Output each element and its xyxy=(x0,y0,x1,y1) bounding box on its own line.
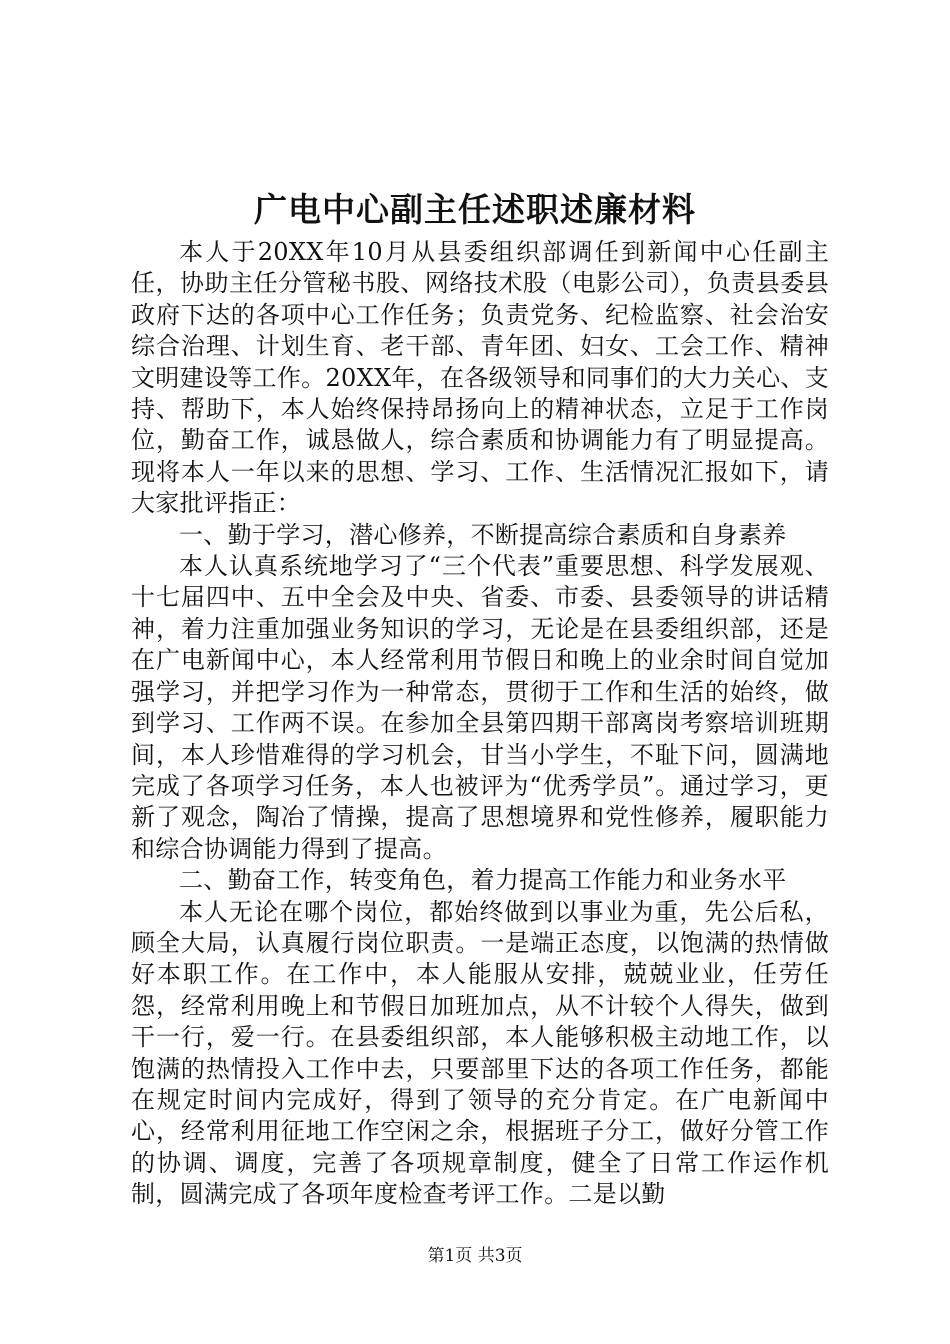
document-title: 广电中心副主任述职述廉材料 xyxy=(254,190,696,229)
document-body xyxy=(131,237,829,1211)
section-heading-1: 一、勤于学习，潜心修养，不断提高综合素质和自身素养 xyxy=(179,520,787,549)
paragraph-work: 本人无论在哪个岗位，都始终做到以事业为重，先公后私，顾全大局，认真履行岗位职责。一是端正态度，以饱满的热情做好本职工作。在工作中，本人能服从安排，兢兢业业，任劳任怨，经常利用晚上和节假日加班加点，从不计较个人得失，做到干一行，爱一行。在县委组织部，本人能够积极主动地工作，以饱满的热情投入工作中去，只要部里下达的各项工作任务，都能在规定时间内完成好，得到了领导的充分肯定。在广电新闻中心，经常利用征地工作空闲之余，根据班子分工，做好分管工作的协调、调度，完善了各项规章制度，健全了日常工作运作机制，圆满完成了各项年度检查考评工作。二是以勤 xyxy=(131,897,829,1209)
paragraph-study: 本人认真系统地学习了“三个代表”重要思想、科学发展观、十七届四中、五中全会及中央、省委、市委、县委领导的讲话精神，着力注重加强业务知识的学习，无论是在县委组织部，还是在广电新闻中心，本人经常利用节假日和晚上的业余时间自觉加强学习，并把学习作为一种常态，贯彻于工作和生活的始终，做到学习、工作两不误。在参加全县第四期干部离岗考察培训班期间，本人珍惜难得的学习机会，甘当小学生，不耻下问，圆满地完成了各项学习任务，本人也被评为“优秀学员”。通过学习，更新了观念，陶冶了情操，提高了思想境界和党性修养，履职能力和综合协调能力得到了提高。 xyxy=(131,552,829,863)
section-heading-2: 二、勤奋工作，转变角色，着力提高工作能力和业务水平 xyxy=(179,866,787,895)
paragraph-intro: 本人于20XX年10月从县委组织部调任到新闻中心任副主任，协助主任分管秘书股、网络技术股（电影公司），负责县委县政府下达的各项中心工作任务；负责党务、纪检监察、社会治安综合治理、计划生育、老干部、青年团、妇女、工会工作、精神文明建设等工作。20XX年，在各级领导和同事们的大力关心、支持、帮助下，本人始终保持昂扬向上的精神状态，立足于工作岗位，勤奋工作，诚恳做人，综合素质和协调能力有了明显提高。现将本人一年以来的思想、学习、工作、生活情况汇报如下，请大家批评指正： xyxy=(131,238,829,518)
page-footer: 第1页 共3页 xyxy=(427,1246,523,1266)
